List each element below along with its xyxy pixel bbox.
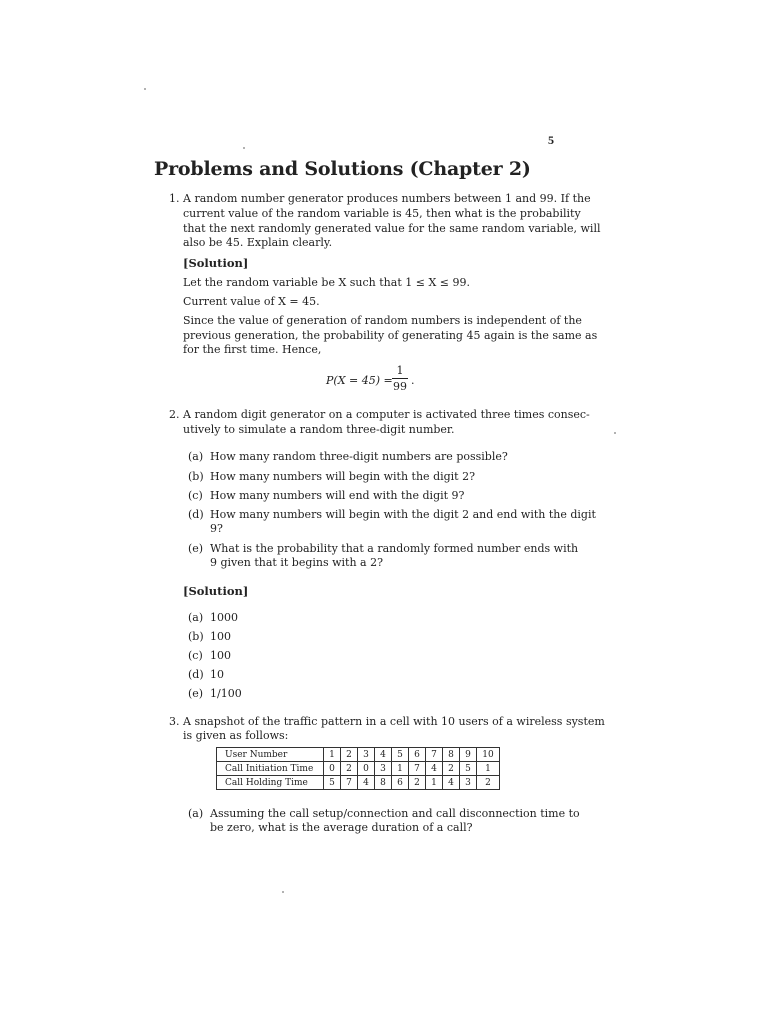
subquestion-text: How many numbers will begin with the digit 2 and end with the digit bbox=[210, 508, 596, 521]
answer-value: 1000 bbox=[210, 611, 238, 624]
problem-3-line: is given as follows: bbox=[183, 729, 289, 742]
traffic-table bbox=[216, 747, 500, 790]
table-cell: 9 bbox=[460, 748, 477, 762]
table-cell: 2 bbox=[443, 762, 460, 776]
subquestion-text: What is the probability that a randomly formed number ends with bbox=[210, 542, 579, 555]
table-cell: 3 bbox=[460, 776, 477, 790]
subquestion-text: 9 given that it begins with a 2? bbox=[210, 556, 383, 569]
table-cell: 7 bbox=[341, 776, 358, 790]
problem-3-number: 3. bbox=[169, 715, 180, 728]
table-cell: 5 bbox=[324, 776, 341, 790]
problem-1-solution-line: Current value of X = 45. bbox=[183, 295, 320, 308]
subquestion-text: How many numbers will begin with the digit 2? bbox=[210, 470, 475, 483]
answer-label: (c) bbox=[188, 649, 203, 662]
answer-label: (e) bbox=[188, 687, 204, 700]
table-cell: 1 bbox=[477, 762, 500, 776]
problem-1-line: A random number generator produces numbers between 1 and 99. If the bbox=[183, 192, 591, 205]
problem-1-solution-label: [Solution] bbox=[183, 256, 249, 270]
answer-value: 100 bbox=[210, 630, 231, 643]
table-row bbox=[217, 776, 500, 790]
answer-label: (b) bbox=[188, 630, 204, 643]
problem-3-line: A snapshot of the traffic pattern in a cell with 10 users of a wireless system bbox=[183, 715, 605, 728]
fraction-bar bbox=[392, 378, 408, 379]
problem-1-solution-line: for the first time. Hence, bbox=[183, 343, 322, 356]
subquestion-label: (e) bbox=[188, 542, 204, 555]
problem-1-line: that the next randomly generated value for the same random variable, will bbox=[183, 222, 601, 235]
subquestion-label: (b) bbox=[188, 470, 204, 483]
table-cell: 10 bbox=[477, 748, 500, 762]
table-row bbox=[217, 748, 500, 762]
subquestion-text: 9? bbox=[210, 522, 223, 535]
answer-label: (d) bbox=[188, 668, 204, 681]
equation-lhs: P(X = 45) = bbox=[326, 374, 393, 387]
table-cell: 2 bbox=[341, 762, 358, 776]
table-cell: 3 bbox=[375, 762, 392, 776]
table-cell: 3 bbox=[358, 748, 375, 762]
row-header: Call Holding Time bbox=[217, 776, 324, 790]
scan-speck bbox=[144, 88, 146, 90]
probability-equation bbox=[326, 364, 426, 398]
chapter-heading: Problems and Solutions (Chapter 2) bbox=[154, 158, 531, 180]
page-number: 5 bbox=[548, 133, 554, 147]
table-cell: 2 bbox=[477, 776, 500, 790]
table-cell: 5 bbox=[392, 748, 409, 762]
scan-speck bbox=[243, 147, 245, 149]
table-cell: 7 bbox=[409, 762, 426, 776]
table-cell: 4 bbox=[443, 776, 460, 790]
problem-2-line: A random digit generator on a computer is activated three times consec- bbox=[183, 408, 590, 421]
problem-1-solution-line: Since the value of generation of random numbers is independent of the bbox=[183, 314, 582, 327]
problem-2-number: 2. bbox=[169, 408, 180, 421]
subquestion-text: How many random three-digit numbers are possible? bbox=[210, 450, 508, 463]
problem-1-number: 1. bbox=[169, 192, 180, 205]
subquestion-label: (d) bbox=[188, 508, 204, 521]
table-cell: 1 bbox=[392, 762, 409, 776]
subquestion-label: (a) bbox=[188, 807, 204, 820]
problem-1-solution-line: previous generation, the probability of generating 45 again is the same as bbox=[183, 329, 598, 342]
subquestion-label: (a) bbox=[188, 450, 204, 463]
row-header: User Number bbox=[217, 748, 324, 762]
table-cell: 7 bbox=[426, 748, 443, 762]
subquestion-label: (c) bbox=[188, 489, 203, 502]
equation-period: . bbox=[411, 374, 415, 387]
table-cell: 0 bbox=[358, 762, 375, 776]
subquestion-text: be zero, what is the average duration of a call? bbox=[210, 821, 473, 834]
table-cell: 6 bbox=[409, 748, 426, 762]
table-cell: 8 bbox=[443, 748, 460, 762]
subquestion-text: How many numbers will end with the digit 9? bbox=[210, 489, 465, 502]
problem-2-line: utively to simulate a random three-digit number. bbox=[183, 423, 455, 436]
table-cell: 2 bbox=[409, 776, 426, 790]
problem-2-solution-label: [Solution] bbox=[183, 584, 249, 598]
scan-speck bbox=[614, 432, 616, 434]
table-cell: 4 bbox=[358, 776, 375, 790]
table-cell: 2 bbox=[341, 748, 358, 762]
equation-denominator: 99 bbox=[393, 380, 407, 393]
problem-1-solution-line: Let the random variable be X such that 1 ≤ X ≤ 99. bbox=[183, 276, 470, 289]
table-row bbox=[217, 762, 500, 776]
answer-value: 1/100 bbox=[210, 687, 242, 700]
equation-numerator: 1 bbox=[396, 364, 404, 377]
subquestion-text: Assuming the call setup/connection and call disconnection time to bbox=[210, 807, 580, 820]
table-cell: 0 bbox=[324, 762, 341, 776]
table-cell: 1 bbox=[324, 748, 341, 762]
table-cell: 1 bbox=[426, 776, 443, 790]
equation-fraction bbox=[392, 364, 408, 393]
scan-speck bbox=[282, 891, 284, 893]
problem-1-line: current value of the random variable is 45, then what is the probability bbox=[183, 207, 581, 220]
table-cell: 4 bbox=[426, 762, 443, 776]
table-cell: 8 bbox=[375, 776, 392, 790]
answer-label: (a) bbox=[188, 611, 204, 624]
table-cell: 4 bbox=[375, 748, 392, 762]
table-cell: 5 bbox=[460, 762, 477, 776]
problem-1-line: also be 45. Explain clearly. bbox=[183, 236, 333, 249]
answer-value: 100 bbox=[210, 649, 231, 662]
answer-value: 10 bbox=[210, 668, 224, 681]
row-header: Call Initiation Time bbox=[217, 762, 324, 776]
table-cell: 6 bbox=[392, 776, 409, 790]
